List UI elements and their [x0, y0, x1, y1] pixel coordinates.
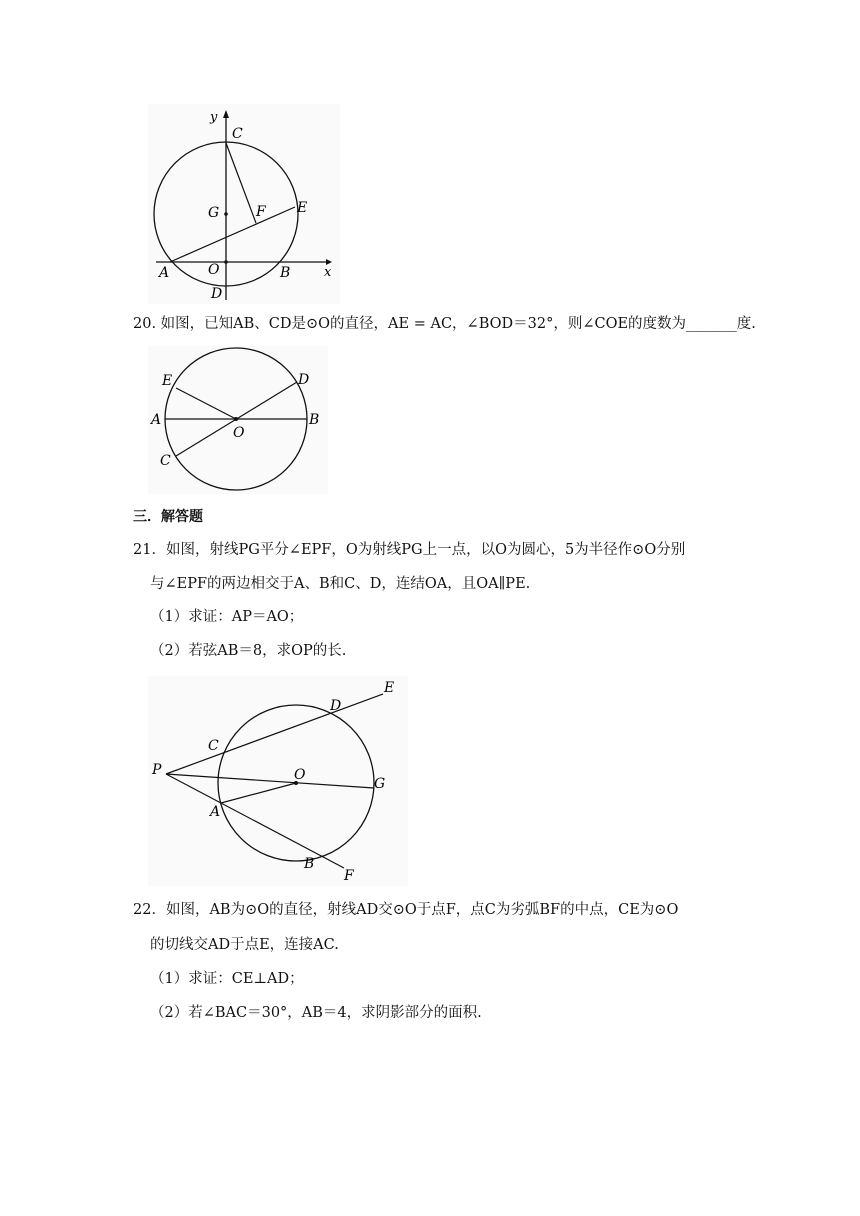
label-e: E	[162, 373, 173, 389]
question-21-line-1: 21．如图，射线PG平分∠EPF，O为射线PG上一点，以O为圆心，5为半径作⊙O分别	[133, 542, 686, 558]
label-c: C	[208, 738, 219, 754]
label-f: F	[256, 204, 266, 220]
point-o	[224, 260, 228, 264]
question-21-line-2: 与∠EPF的两边相交于A、B和C、D，连结OA，且OA∥PE.	[150, 576, 531, 592]
label-o: O	[294, 767, 306, 783]
label-d: D	[211, 286, 223, 302]
label-a: A	[151, 412, 162, 428]
label-b: B	[280, 265, 291, 281]
question-22-line-1: 22．如图，AB为⊙O的直径，射线AD交⊙O于点F，点C为劣弧BF的中点，CE为⊙O	[133, 902, 679, 918]
figure-21-circle-angle	[148, 676, 408, 886]
label-d: D	[330, 698, 342, 714]
label-g: G	[374, 776, 386, 792]
question-22-part-1: （1）求证：CE⊥AD；	[150, 971, 304, 987]
label-y: y	[210, 110, 218, 125]
label-a: A	[159, 265, 170, 281]
center-o	[234, 417, 238, 421]
label-e: E	[384, 680, 395, 696]
figure-20-circle	[148, 346, 328, 494]
point-g	[224, 212, 228, 216]
label-x: x	[324, 265, 332, 280]
label-g: G	[208, 205, 220, 221]
label-c: C	[232, 126, 243, 142]
label-a: A	[210, 804, 221, 820]
figure-19-circle-coordinates	[148, 104, 340, 304]
label-b: B	[309, 412, 320, 428]
question-22-part-2: （2）若∠BAC＝30°，AB＝4，求阴影部分的面积.	[150, 1005, 482, 1021]
question-21-part-2: （2）若弦AB＝8，求OP的长.	[150, 643, 347, 659]
label-b: B	[304, 856, 315, 872]
label-p: P	[152, 762, 162, 778]
label-d: D	[298, 372, 310, 388]
section-3-title: 三．解答题	[133, 509, 203, 525]
question-20-text: 20. 如图，已知AB、CD是⊙O的直径，AE = AC，∠BOD＝32°，则∠COE的度数为_______度.	[133, 316, 756, 332]
question-21-part-1: （1）求证：AP＝AO；	[150, 609, 304, 625]
label-o: O	[233, 425, 245, 441]
label-e: E	[297, 200, 308, 216]
label-c: C	[160, 453, 171, 469]
question-22-line-2: 的切线交AD于点E，连接AC.	[150, 937, 339, 953]
label-f: F	[344, 868, 354, 884]
label-o: O	[208, 262, 220, 278]
